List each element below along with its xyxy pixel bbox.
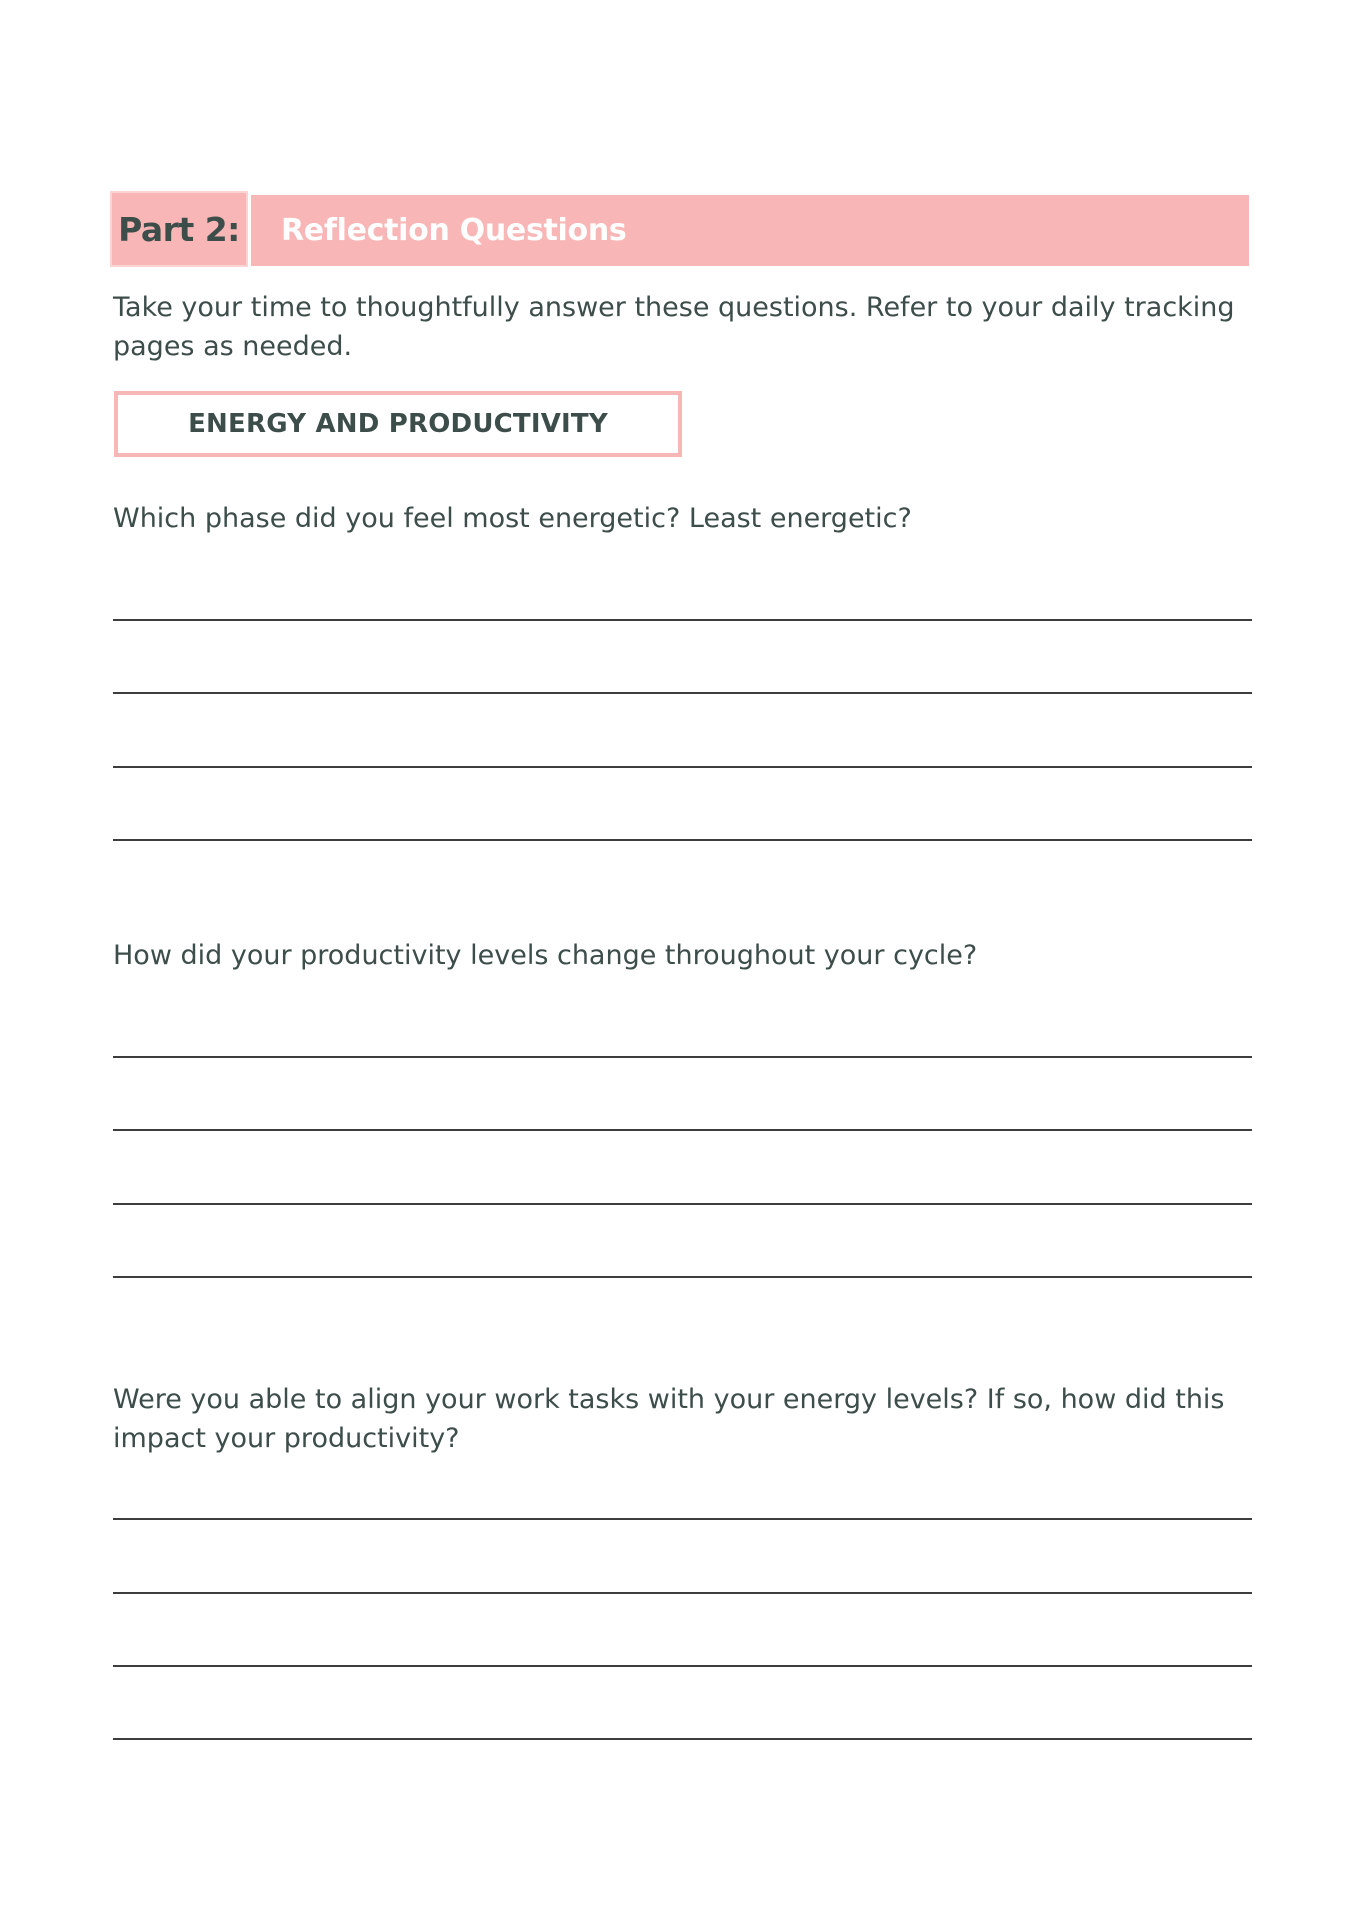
section-heading: ENERGY AND PRODUCTIVITY bbox=[188, 409, 608, 439]
answer-line-1-2[interactable] bbox=[113, 692, 1252, 694]
section-heading-box bbox=[114, 391, 682, 457]
part-label-box bbox=[110, 191, 248, 267]
part-label: Part 2: bbox=[118, 209, 240, 249]
question-2: How did your productivity levels change throughout your cycle? bbox=[113, 940, 978, 971]
page-title: Reflection Questions bbox=[281, 213, 627, 248]
answer-line-1-4[interactable] bbox=[113, 839, 1252, 841]
answer-line-3-4[interactable] bbox=[113, 1738, 1252, 1740]
answer-line-2-2[interactable] bbox=[113, 1129, 1252, 1131]
answer-line-3-2[interactable] bbox=[113, 1592, 1252, 1594]
answer-line-2-3[interactable] bbox=[113, 1203, 1252, 1205]
question-3: Were you able to align your work tasks with your energy levels? If so, how did this impact your productivity? bbox=[113, 1384, 1225, 1454]
question-1: Which phase did you feel most energetic? Least energetic? bbox=[113, 503, 912, 534]
answer-line-1-1[interactable] bbox=[113, 619, 1252, 621]
intro-text: Take your time to thoughtfully answer these questions. Refer to your daily tracking pages as needed. bbox=[113, 292, 1235, 362]
page-title-banner bbox=[251, 195, 1249, 266]
answer-line-2-1[interactable] bbox=[113, 1056, 1252, 1058]
answer-line-3-3[interactable] bbox=[113, 1665, 1252, 1667]
answer-line-2-4[interactable] bbox=[113, 1276, 1252, 1278]
answer-line-1-3[interactable] bbox=[113, 766, 1252, 768]
answer-line-3-1[interactable] bbox=[113, 1518, 1252, 1520]
